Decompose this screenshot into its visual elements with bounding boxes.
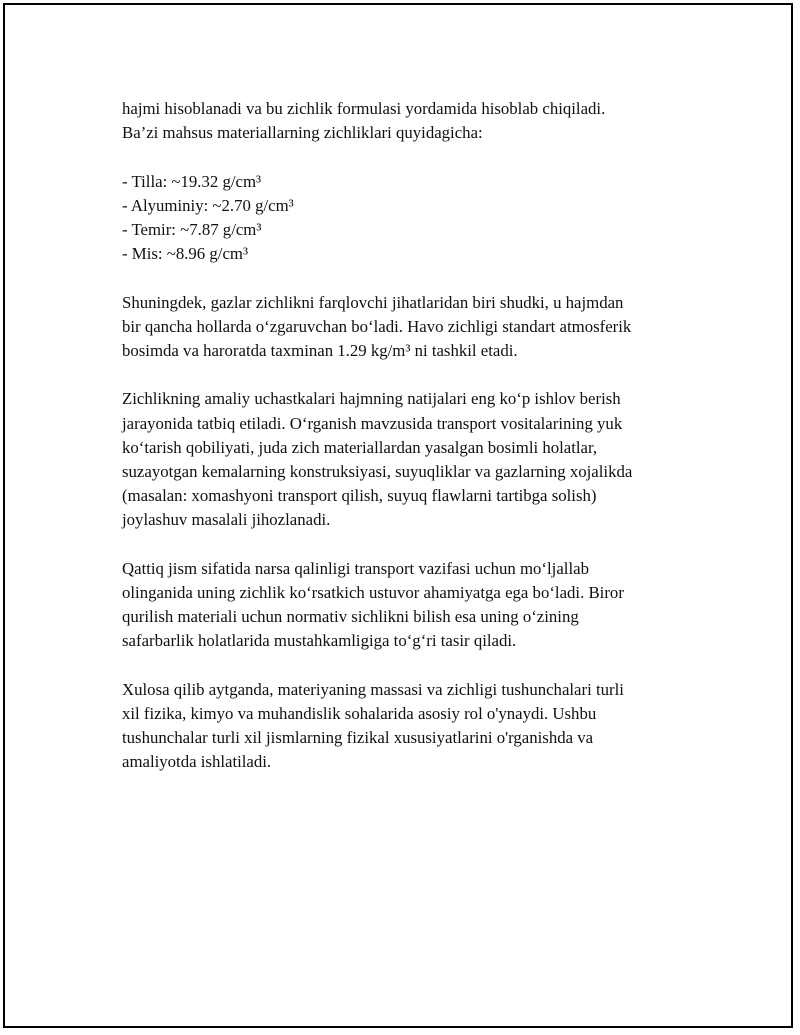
text-line: koʻtarish qobiliyati, juda zich materiallardan yasalgan bosimli holatlar,	[122, 437, 598, 457]
text-line: suzayotgan kemalarning konstruksiyasi, suyuqliklar va gazlarning xojalikda	[122, 462, 633, 481]
text-line: bir qancha hollarda oʻzgaruvchan boʻladi. Havo zichligi standart atmosferik	[122, 316, 632, 336]
text-line: hajmi hisoblanadi va bu zichlik formulasi yordamida hisoblab chiqiladi.	[122, 99, 606, 118]
text-line: jarayonida tatbiq etiladi. Oʻrganish mavzusida transport vositalarining yuk	[122, 413, 623, 433]
gases-paragraph	[122, 291, 702, 364]
list-item: - Mis: ~8.96 g/cm³	[122, 244, 248, 264]
list-item: - Alyuminiy: ~2.70 g/cm³	[122, 195, 294, 215]
text-line: joylashuv masalali jihozlanadi.	[122, 510, 331, 530]
list-item: - Tilla: ~19.32 g/cm³	[122, 171, 262, 191]
text-line: amaliyotda ishlatiladi.	[122, 752, 272, 772]
text-line: olinganida uning zichlik koʻrsatkich ustuvor ahamiyatga ega boʻladi. Biror	[122, 583, 624, 602]
list-item: - Temir: ~7.87 g/cm³	[122, 220, 262, 239]
text-line: Ba’zi mahsus materiallarning zichliklari quyidagicha:	[122, 123, 483, 143]
density-list	[122, 170, 702, 267]
solids-paragraph	[122, 557, 702, 654]
intro-paragraph	[122, 97, 702, 145]
text-line: xil fizika, kimyo va muhandislik sohalarida asosiy rol o'ynaydi. Ushbu	[122, 704, 597, 723]
document-body	[122, 97, 702, 799]
text-line: bosimda va haroratda taxminan 1.29 kg/m³ ni tashkil etadi.	[122, 341, 518, 360]
conclusion-paragraph	[122, 678, 702, 775]
text-line: (masalan: xomashyoni transport qilish, suyuq flawlarni tartibga solish)	[122, 486, 597, 506]
applications-paragraph	[122, 387, 702, 532]
text-line: Shuningdek, gazlar zichlikni farqlovchi jihatlaridan biri shudki, u hajmdan	[122, 292, 624, 312]
text-line: tushunchalar turli xil jismlarning fizikal xususiyatlarini o'rganishda va	[122, 728, 594, 748]
text-line: safarbarlik holatlarida mustahkamligiga toʻgʻri tasir qiladi.	[122, 631, 517, 651]
text-line: qurilish materiali uchun normativ sichlikni bilish esa uning oʻzining	[122, 607, 579, 627]
text-line: Xulosa qilib aytganda, materiyaning massasi va zichligi tushunchalari turli	[122, 679, 624, 699]
document-page	[3, 3, 793, 1028]
text-line: Qattiq jism sifatida narsa qalinligi transport vazifasi uchun moʻljallab	[122, 558, 589, 578]
text-line: Zichlikning amaliy uchastkalari hajmning natijalari eng koʻp ishlov berish	[122, 389, 621, 409]
